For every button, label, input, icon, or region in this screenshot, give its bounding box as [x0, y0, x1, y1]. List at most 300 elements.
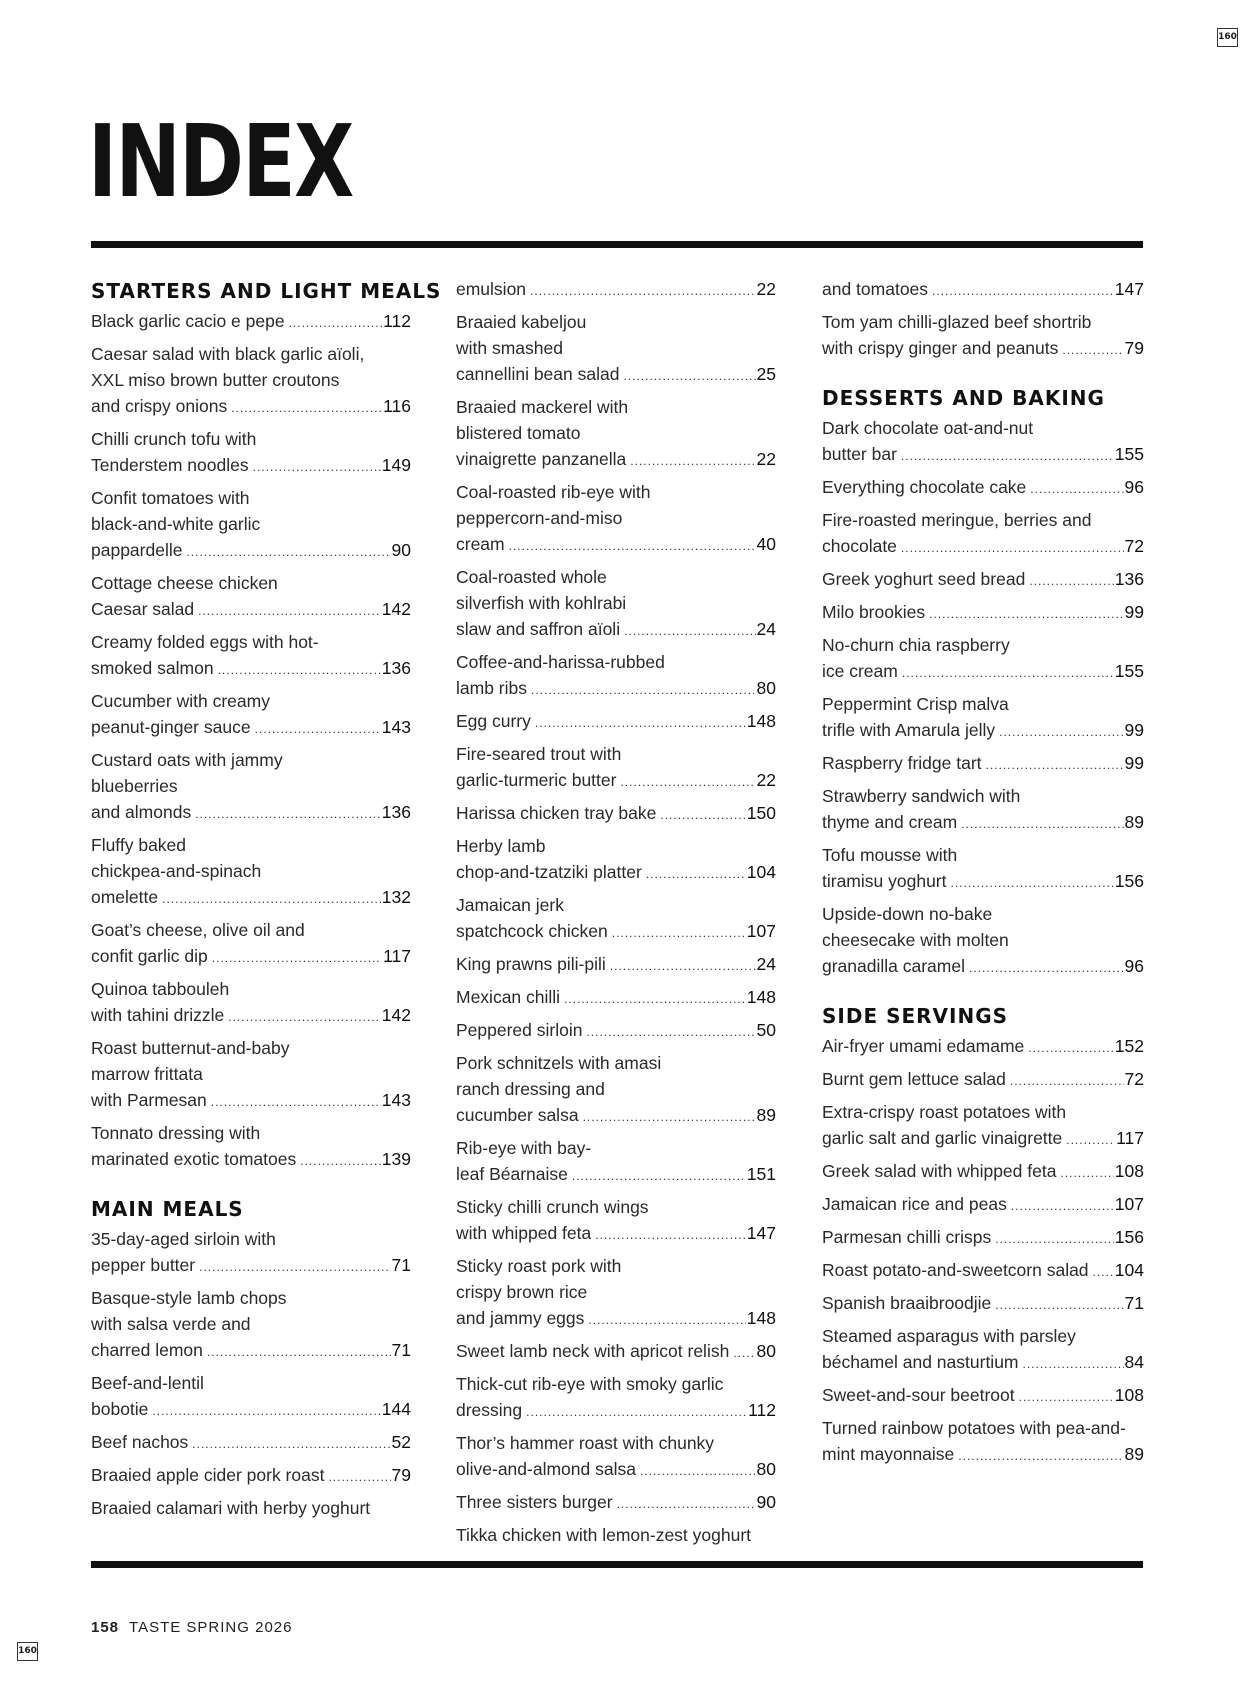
entry-last-line: [822, 1290, 1144, 1318]
entry-text: cucumber salsa: [456, 1105, 579, 1125]
entry-text: Steamed asparagus with parsley: [822, 1326, 1076, 1346]
entry-page-number: 148: [746, 987, 776, 1007]
index-entry: [822, 1382, 1144, 1410]
index-column-2: [456, 276, 776, 1553]
index-entry: [822, 1290, 1144, 1318]
entry-last-line: [822, 441, 1144, 469]
index-entry: [91, 917, 411, 971]
entry-text: Rib-eye with bay-: [456, 1138, 592, 1158]
entry-last-line: [822, 717, 1144, 745]
index-section: [91, 1196, 411, 1521]
entry-page-number: 117: [383, 946, 411, 966]
entry-page-number: 96: [1124, 956, 1144, 976]
dot-leader: [199, 1254, 390, 1280]
entry-last-line: [822, 1349, 1144, 1377]
entry-text: Peppermint Crisp malva: [822, 694, 1009, 714]
entry-text: Extra-crispy roast potatoes with: [822, 1102, 1067, 1122]
entry-page-number: 99: [1124, 720, 1144, 740]
entry-text: Fire-seared trout with: [456, 744, 622, 764]
entry-text: Braaied kabeljou: [456, 312, 587, 332]
entry-last-line: [822, 750, 1144, 778]
dot-leader: [995, 1292, 1123, 1318]
dot-leader: [999, 719, 1123, 745]
entry-text: spatchcock chicken: [456, 921, 608, 941]
entry-page-number: 117: [1116, 1128, 1144, 1148]
entry-page-number: 150: [746, 803, 776, 823]
entry-page-number: 116: [383, 396, 411, 416]
entry-text: Dark chocolate oat-and-nut: [822, 418, 1034, 438]
entry-page-number: 139: [381, 1149, 411, 1169]
index-entry: [456, 1489, 776, 1517]
dot-leader: [588, 1307, 745, 1333]
entry-text: Tom yam chilli-glazed beef shortrib: [822, 312, 1092, 332]
entry-last-line: [822, 1441, 1144, 1469]
dot-leader: [583, 1104, 756, 1130]
entry-last-line: [456, 361, 776, 389]
entry-text: Milo brookies: [822, 602, 926, 622]
entry-text: Fluffy baked: [91, 835, 187, 855]
entry-text: lamb ribs: [456, 678, 527, 698]
entry-text: Jamaican rice and peas: [822, 1194, 1007, 1214]
entry-text: Creamy folded eggs with hot-: [91, 632, 319, 652]
entry-last-line: [456, 1102, 776, 1130]
entry-text: tiramisu yoghurt: [822, 871, 947, 891]
entry-text: leaf Béarnaise: [456, 1164, 568, 1184]
entry-page-number: 104: [746, 862, 776, 882]
entry-text: Peppered sirloin: [456, 1020, 583, 1040]
entry-last-line: [456, 1305, 776, 1333]
top-divider: [91, 241, 1143, 248]
entry-page-number: 155: [1114, 444, 1144, 464]
entry-page-number: 132: [381, 887, 411, 907]
entry-text: charred lemon: [91, 1340, 203, 1360]
index-entry: [456, 649, 776, 703]
entry-page-number: 148: [746, 1308, 776, 1328]
entry-page-number: 107: [1114, 1194, 1144, 1214]
entry-page-number: 90: [391, 540, 411, 560]
dot-leader: [530, 278, 755, 304]
index-entry: [456, 800, 776, 828]
entry-page-number: 79: [391, 1465, 411, 1485]
entry-text: Turned rainbow potatoes with pea-and-: [822, 1418, 1126, 1438]
page-footer: [91, 1619, 292, 1636]
entry-text: emulsion: [456, 279, 527, 299]
entry-text: Tofu mousse with: [822, 845, 958, 865]
index-entry: [456, 741, 776, 795]
dot-leader: [1066, 1127, 1115, 1153]
index-entry: [456, 1522, 776, 1548]
dot-leader: [612, 920, 746, 946]
dot-leader: [531, 677, 756, 703]
entry-page-number: 90: [756, 1492, 776, 1512]
entry-page-number: 71: [391, 1340, 411, 1360]
entry-last-line: [456, 800, 776, 828]
entry-text: ice cream: [822, 661, 898, 681]
index-entry: [456, 708, 776, 736]
entry-last-line: [91, 537, 411, 565]
entry-text: chickpea-and-spinach: [91, 861, 262, 881]
dot-leader: [212, 945, 382, 971]
dot-leader: [961, 811, 1123, 837]
entry-text: Sweet lamb neck with apricot relish: [456, 1341, 730, 1361]
entry-text: Custard oats with jammy: [91, 750, 283, 770]
dot-leader: [192, 1431, 390, 1457]
entry-last-line: [456, 1338, 776, 1366]
entry-last-line: [822, 1382, 1144, 1410]
section-heading: STARTERS AND LIGHT MEALS: [91, 279, 442, 303]
entry-last-line: [822, 658, 1144, 686]
entry-last-line: [91, 1146, 411, 1174]
entry-text: silverfish with kohlrabi: [456, 593, 627, 613]
entry-text: vinaigrette panzanella: [456, 449, 627, 469]
entry-page-number: 72: [1124, 1069, 1144, 1089]
entry-last-line: [456, 1161, 776, 1189]
dot-leader: [1011, 1193, 1114, 1219]
entry-text: Pork schnitzels with amasi: [456, 1053, 662, 1073]
entry-page-number: 25: [756, 364, 776, 384]
entry-last-line: [456, 616, 776, 644]
entry-text: confit garlic dip: [91, 946, 208, 966]
entry-text: Sticky roast pork with: [456, 1256, 622, 1276]
entry-text: omelette: [91, 887, 159, 907]
entry-text: Caesar salad with black garlic aïoli,: [91, 344, 365, 364]
index-entry: [456, 1371, 776, 1425]
index-entry: [822, 599, 1144, 627]
entry-last-line: [91, 393, 411, 421]
entry-text: Braaied calamari with herby yoghurt: [91, 1498, 371, 1518]
index-entry: [91, 1120, 411, 1174]
index-entry: [822, 415, 1144, 469]
entry-text: dressing: [456, 1400, 523, 1420]
entry-last-line: [91, 714, 411, 742]
entry-page-number: 72: [1124, 536, 1144, 556]
entry-last-line: [456, 531, 776, 559]
dot-leader: [509, 533, 756, 559]
index-entry: [822, 1224, 1144, 1252]
dot-leader: [620, 769, 755, 795]
index-entry: [456, 984, 776, 1012]
index-entry: [91, 1495, 411, 1521]
section-heading: MAIN MEALS: [91, 1197, 244, 1221]
entry-text: black-and-white garlic: [91, 514, 261, 534]
index-entry: [822, 1415, 1144, 1469]
entry-text: marrow frittata: [91, 1064, 203, 1084]
index-entry: [91, 1462, 411, 1490]
index-entry: [822, 901, 1144, 981]
entry-last-line: [91, 1087, 411, 1115]
entry-text: Egg curry: [456, 711, 531, 731]
entry-page-number: 99: [1124, 753, 1144, 773]
dot-leader: [253, 454, 381, 480]
page-badge-bottom: 160: [17, 1642, 38, 1661]
entry-text: with Parmesan: [91, 1090, 207, 1110]
entry-last-line: [91, 596, 411, 624]
entry-last-line: [822, 1033, 1144, 1061]
entry-page-number: 52: [391, 1432, 411, 1452]
entry-text: chocolate: [822, 536, 897, 556]
entry-page-number: 80: [756, 1459, 776, 1479]
footer-page-number: 158: [91, 1619, 120, 1636]
index-section: [822, 1003, 1144, 1469]
entry-last-line: [456, 951, 776, 979]
entry-page-number: 108: [1114, 1161, 1144, 1181]
entry-page-number: 143: [381, 1090, 411, 1110]
dot-leader: [640, 1458, 756, 1484]
entry-last-line: [456, 708, 776, 736]
dot-leader: [630, 448, 755, 474]
index-entry: [456, 1253, 776, 1333]
entry-text: and tomatoes: [822, 279, 929, 299]
entry-text: Everything chocolate cake: [822, 477, 1027, 497]
dot-leader: [300, 1148, 381, 1174]
entry-text: mint mayonnaise: [822, 1444, 955, 1464]
dot-leader: [198, 598, 381, 624]
entry-last-line: [822, 474, 1144, 502]
index-entry: [822, 1191, 1144, 1219]
entry-page-number: 80: [756, 678, 776, 698]
entry-text: cheesecake with molten: [822, 930, 1009, 950]
entry-text: 35-day-aged sirloin with: [91, 1229, 276, 1249]
entry-page-number: 136: [381, 802, 411, 822]
entry-page-number: 22: [756, 770, 776, 790]
entry-text: butter bar: [822, 444, 897, 464]
entry-page-number: 107: [746, 921, 776, 941]
entry-last-line: [456, 1220, 776, 1248]
index-entry: [456, 309, 776, 389]
entry-text: Sticky chilli crunch wings: [456, 1197, 649, 1217]
index-entry: [822, 691, 1144, 745]
entry-text: Roast potato-and-sweetcorn salad: [822, 1260, 1089, 1280]
entry-text: Fire-roasted meringue, berries and: [822, 510, 1092, 530]
index-entry: [822, 783, 1144, 837]
entry-last-line: [456, 918, 776, 946]
entry-last-line: [456, 1489, 776, 1517]
entry-page-number: 80: [756, 1341, 776, 1361]
entry-last-line: [91, 655, 411, 683]
entry-text: Sweet-and-sour beetroot: [822, 1385, 1015, 1405]
entry-text: Caesar salad: [91, 599, 195, 619]
index-entry: [822, 1323, 1144, 1377]
index-entry: [456, 1194, 776, 1248]
entry-page-number: 50: [756, 1020, 776, 1040]
entry-text: with tahini drizzle: [91, 1005, 225, 1025]
entry-page-number: 156: [1114, 871, 1144, 891]
entry-last-line: [91, 452, 411, 480]
dot-leader: [624, 618, 755, 644]
index-entry: [822, 566, 1144, 594]
entry-page-number: 149: [381, 455, 411, 475]
entry-last-line: [91, 1002, 411, 1030]
index-section: [822, 385, 1144, 981]
entry-last-line: [822, 566, 1144, 594]
index-entry: [822, 276, 1144, 304]
entry-text: with whipped feta: [456, 1223, 592, 1243]
entry-text: Greek salad with whipped feta: [822, 1161, 1057, 1181]
index-entry: [456, 394, 776, 474]
index-entry: [456, 564, 776, 644]
entry-text: Beef-and-lentil: [91, 1373, 204, 1393]
dot-leader: [929, 601, 1123, 627]
entry-page-number: 104: [1114, 1260, 1144, 1280]
index-entry: [91, 976, 411, 1030]
entry-last-line: [822, 1224, 1144, 1252]
entry-text: Harissa chicken tray bake: [456, 803, 657, 823]
dot-leader: [162, 886, 381, 912]
entry-text: Mexican chilli: [456, 987, 561, 1007]
entry-text: Roast butternut-and-baby: [91, 1038, 290, 1058]
bottom-divider: [91, 1561, 1143, 1568]
index-entry: [91, 1226, 411, 1280]
entry-text: Cucumber with creamy: [91, 691, 270, 711]
index-entry: [91, 1035, 411, 1115]
index-entry: [456, 1017, 776, 1045]
entry-text: ranch dressing and: [456, 1079, 605, 1099]
dot-leader: [646, 861, 746, 887]
entry-last-line: [456, 767, 776, 795]
entry-text: Strawberry sandwich with: [822, 786, 1021, 806]
dot-leader: [595, 1222, 746, 1248]
entry-text: chop-and-tzatziki platter: [456, 862, 642, 882]
index-entry: [822, 507, 1144, 561]
entry-text: blueberries: [91, 776, 178, 796]
entry-text: Tikka chicken with lemon-zest yoghurt: [456, 1525, 752, 1545]
index-entry: [91, 1285, 411, 1365]
section-heading: DESSERTS AND BAKING: [822, 386, 1105, 410]
dot-leader: [660, 802, 745, 828]
entry-text: Braaied apple cider pork roast: [91, 1465, 325, 1485]
index-entry: [456, 479, 776, 559]
entry-text: Goat’s cheese, olive oil and: [91, 920, 305, 940]
entry-page-number: 142: [381, 599, 411, 619]
entry-last-line: [822, 1125, 1144, 1153]
dot-leader: [995, 1226, 1114, 1252]
dot-leader: [951, 870, 1114, 896]
footer-publication: TASTE SPRING 2026: [129, 1619, 293, 1636]
entry-last-line: [456, 859, 776, 887]
entry-last-line: [91, 1337, 411, 1365]
entry-text: Beef nachos: [91, 1432, 189, 1452]
entry-page-number: 71: [391, 1255, 411, 1275]
entry-last-line: [456, 1397, 776, 1425]
dot-leader: [1093, 1259, 1114, 1285]
dot-leader: [1010, 1068, 1124, 1094]
entry-text: Coal-roasted rib-eye with: [456, 482, 651, 502]
index-entry: [456, 951, 776, 979]
entry-last-line: [91, 1429, 411, 1457]
entry-text: with crispy ginger and peanuts: [822, 338, 1059, 358]
entry-page-number: 148: [746, 711, 776, 731]
entry-text: No-churn chia raspberry: [822, 635, 1010, 655]
entry-page-number: 40: [756, 534, 776, 554]
entry-text: thyme and cream: [822, 812, 958, 832]
entry-text: marinated exotic tomatoes: [91, 1149, 297, 1169]
index-entry: [91, 688, 411, 742]
index-entry: [822, 1066, 1144, 1094]
entry-text: and jammy eggs: [456, 1308, 585, 1328]
section-heading: SIDE SERVINGS: [822, 1004, 1009, 1028]
entry-last-line: [456, 446, 776, 474]
page-badge-top: 160: [1217, 28, 1238, 47]
entry-text: Air-fryer umami edamame: [822, 1036, 1025, 1056]
index-entry: [822, 309, 1144, 363]
entry-last-line: [822, 533, 1144, 561]
dot-leader: [526, 1399, 747, 1425]
entry-text: Coffee-and-harissa-rubbed: [456, 652, 665, 672]
index-column-1: [91, 276, 442, 1526]
entry-text: Coal-roasted whole: [456, 567, 607, 587]
entry-page-number: 147: [1114, 279, 1144, 299]
dot-leader: [586, 1019, 755, 1045]
entry-text: King prawns pili-pili: [456, 954, 606, 974]
entry-page-number: 112: [383, 311, 411, 331]
dot-leader: [623, 363, 755, 389]
entry-page-number: 22: [756, 279, 776, 299]
index-entry: [91, 832, 411, 912]
dot-leader: [617, 1491, 756, 1517]
entry-page-number: 84: [1124, 1352, 1144, 1372]
entry-text: cream: [456, 534, 505, 554]
dot-leader: [328, 1464, 390, 1490]
dot-leader: [1023, 1351, 1124, 1377]
entry-page-number: 136: [1114, 569, 1144, 589]
index-column-3: [822, 276, 1144, 1474]
entry-text: blistered tomato: [456, 423, 581, 443]
index-entry: [456, 1430, 776, 1484]
entry-last-line: [822, 1257, 1144, 1285]
entry-last-line: [822, 1066, 1144, 1094]
entry-last-line: [456, 984, 776, 1012]
index-entry: [822, 1158, 1144, 1186]
entry-page-number: 79: [1124, 338, 1144, 358]
entry-text: pappardelle: [91, 540, 183, 560]
entry-text: granadilla caramel: [822, 956, 965, 976]
entry-page-number: 89: [1124, 812, 1144, 832]
page-title: INDEX: [88, 103, 353, 220]
dot-leader: [535, 710, 746, 736]
entry-text: peanut-ginger sauce: [91, 717, 251, 737]
entry-text: cannellini bean salad: [456, 364, 620, 384]
entry-page-number: 24: [756, 954, 776, 974]
index-entry: [91, 308, 411, 336]
dot-leader: [958, 1443, 1123, 1469]
entry-text: Thick-cut rib-eye with smoky garlic: [456, 1374, 724, 1394]
index-entry: [91, 485, 411, 565]
index-entry: [456, 1135, 776, 1189]
entry-text: and almonds: [91, 802, 192, 822]
dot-leader: [610, 953, 756, 979]
index-section: [91, 278, 442, 1174]
index-entry: [822, 842, 1144, 896]
index-entry: [91, 747, 411, 827]
index-entry: [456, 892, 776, 946]
dot-leader: [1028, 1035, 1114, 1061]
entry-text: garlic-turmeric butter: [456, 770, 617, 790]
dot-leader: [986, 752, 1124, 778]
entry-page-number: 108: [1114, 1385, 1144, 1405]
dot-leader: [901, 443, 1114, 469]
entry-last-line: [822, 276, 1144, 304]
entry-text: Cottage cheese chicken: [91, 573, 278, 593]
entry-text: Basque-style lamb chops: [91, 1288, 287, 1308]
entry-text: smoked salmon: [91, 658, 214, 678]
entry-page-number: 144: [381, 1399, 411, 1419]
dot-leader: [152, 1398, 380, 1424]
entry-last-line: [822, 335, 1144, 363]
entry-page-number: 99: [1124, 602, 1144, 622]
entry-last-line: [91, 1252, 411, 1280]
index-entry: [91, 1370, 411, 1424]
entry-text: Tenderstem noodles: [91, 455, 249, 475]
